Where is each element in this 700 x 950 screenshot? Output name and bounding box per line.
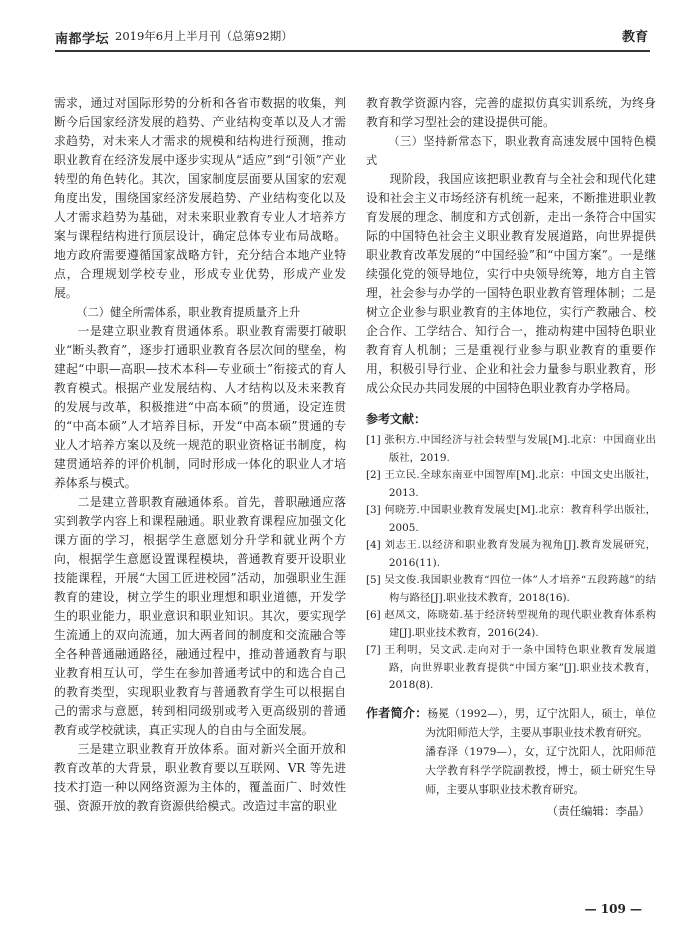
paragraph: 二是建立普职教育融通体系。首先，普职融通应落实到教学内容上和课程融通。职业教育课程应加强文化课方面的学习，根据学生意愿划分升学和就业两个方向，根据学生意愿设置课程模块，普通教育要开设职业技能课程，开展“大国工匠进校园”活动，加强职业生涯教育的建设，树立学生的职业理想和职业道德，开发学生的职业能力，职业意识和职业知识。其次，要实现学生流通上的双向流通，加大两者间的制度和交流融合等全各种普通融通路径，融通过程中，推动普通教育与职业教育相互认可，学生在参加普通考试中的和选合自己的教育类型，实现职业教育与普通教育学生可以根据自己的需求与意愿，转到相同级别或考入更高级别的普通教育或学校就读，真正实现人的自由与全面发展。 xyxy=(54,495,346,737)
paragraph: 三是建立职业教育开放体系。面对新兴全面开放和教育改革的大背景，职业教育要以互联网、VR 等先进技术打造一种以网络资源为主体的，覆盖面广、时效性强、资源开放的教育资源供给模式。改造过丰富的职业 xyxy=(54,742,346,813)
header-rule xyxy=(55,50,650,52)
references-title: 参考文献： xyxy=(366,412,427,426)
page-number: — 109 — xyxy=(584,902,642,916)
responsible-editor: （责任编辑：李晶） xyxy=(546,803,650,818)
paragraph: 教育教学资源内容，完善的虚拟仿真实训系统，为终身教育和学习型社会的建设提供可能。 xyxy=(366,96,656,129)
reference-item: [3] 何晓芳.中国职业教育发展史[M].北京：教育科学出版社，2005. xyxy=(366,504,656,534)
paragraph: 一是建立职业教育贯通体系。职业教育需要打破职业“断头教育”，逐步打通职业教育各层次间的壁垒，构建起“中职—高职—技术本科—专业硕士”衔接式的育人教育模式。根据产业发展结构、人才结构以及未来教育的发展与改革，积极推进“中高本硕”的贯通，设定连贯的“中高本硕”人才培养目标，开发“中高本硕”贯通的专业人才培养方案以及统一规范的职业资格证书制度，构建贯通培养的评价机制，同时形成一体化的职业人才培养体系与模式。 xyxy=(54,324,346,490)
section-subheading: （二）健全所需体系，职业教育提质量齐上升 xyxy=(76,306,301,319)
reference-item: [2] 王立民.全球东南亚中国智库[M].北京：中国文史出版社，2013. xyxy=(366,469,656,499)
journal-name: 南都学坛 xyxy=(55,32,110,47)
author-label: 作者简介： xyxy=(366,705,428,720)
right-column xyxy=(366,94,656,821)
author-bio-2: 潘春泽（1979—），女，辽宁沈阳人，沈阳师范大学教育科学学院副教授，博士，硕士研究生导师，主要从事职业技术教育研究。 xyxy=(425,745,656,796)
reference-item: [6] 赵凤文，陈晓茹.基于经济转型视角的现代职业教育体系构建[J].职业技术教育，2016(24). xyxy=(366,609,656,639)
left-column xyxy=(54,94,346,816)
issue-info: 2019年6月上半月刊（总第92期） xyxy=(115,29,293,43)
page-header xyxy=(55,20,650,52)
reference-item: [5] 吴文俊.我国职业教育“四位一体”人才培养“五段跨越”的结构与路径[J].职业技术教育，2018(16). xyxy=(366,574,656,604)
paragraph: 需求，通过对国际形势的分析和各省市数据的收集，判断今后国家经济发展的趋势、产业结构变革以及人才需求趋势，对未来人才需求的规模和结构进行预测，推动职业教育在经济发展中逐步实现从“适应”到“引领”产业转型的角色转化。其次，国家制度层面要从国家的宏观角度出发，围绕国家经济发展趋势、产业结构变化以及人才需求趋势为基础，对未来职业教育专业人才培养方案与课程结构进行顶层设计，确定总体专业布局战略。地方政府需要遵循国家战略方针，充分结合本地产业特点，合理规划学校专业，形成专业优势，形成产业发展。 xyxy=(54,96,346,300)
author-bio-1: 杨冕（1992—），男，辽宁沈阳人，硕士，单位为沈阳师范大学，主要从事职业技术教育研究。 xyxy=(425,707,656,739)
section-subheading: （三）坚持新常态下，职业教育高速发展中国特色模式 xyxy=(366,135,656,167)
author-bio xyxy=(366,704,656,743)
reference-item: [4] 刘志王.以经济和职业教育发展为视角[J].教育发展研究，2016(11). xyxy=(366,539,656,569)
reference-item: [7] 王利明，吴文武.走向对于一条中国特色职业教育发展道路，向世界职业教育提供“中国方案”[J].职业技术教育，2018(8). xyxy=(366,644,656,691)
paragraph: 现阶段，我国应该把职业教育与全社会和现代化建设和社会主义市场经济有机统一起来，不断推进职业教育发展的理念、制度和方式创新，走出一条符合中国实际的中国特色社会主义职业教育发展道路，向世界提供职业教育改革发展的“中国经验”和“中国方案”。一是继续强化党的领导地位，实行中央领导统筹，地方自主管理，社会参与办学的一国特色职业教育管理体制；二是树立企业参与职业教育的主体地位，实行产教融合、校企合作、工学结合、知行合一，推动构建中国特色职业教育育人机制；三是重视行业参与职业教育的重要作用，积极引导行业、企业和社会力量参与职业教育，形成公众民办共同发展的中国特色职业教育办学格局。 xyxy=(366,172,656,395)
section-label: 教育 xyxy=(621,30,648,45)
references-list xyxy=(366,432,656,695)
reference-item: [1] 张积方.中国经济与社会转型与发展[M].北京：中国商业出版社，2019. xyxy=(366,434,656,464)
